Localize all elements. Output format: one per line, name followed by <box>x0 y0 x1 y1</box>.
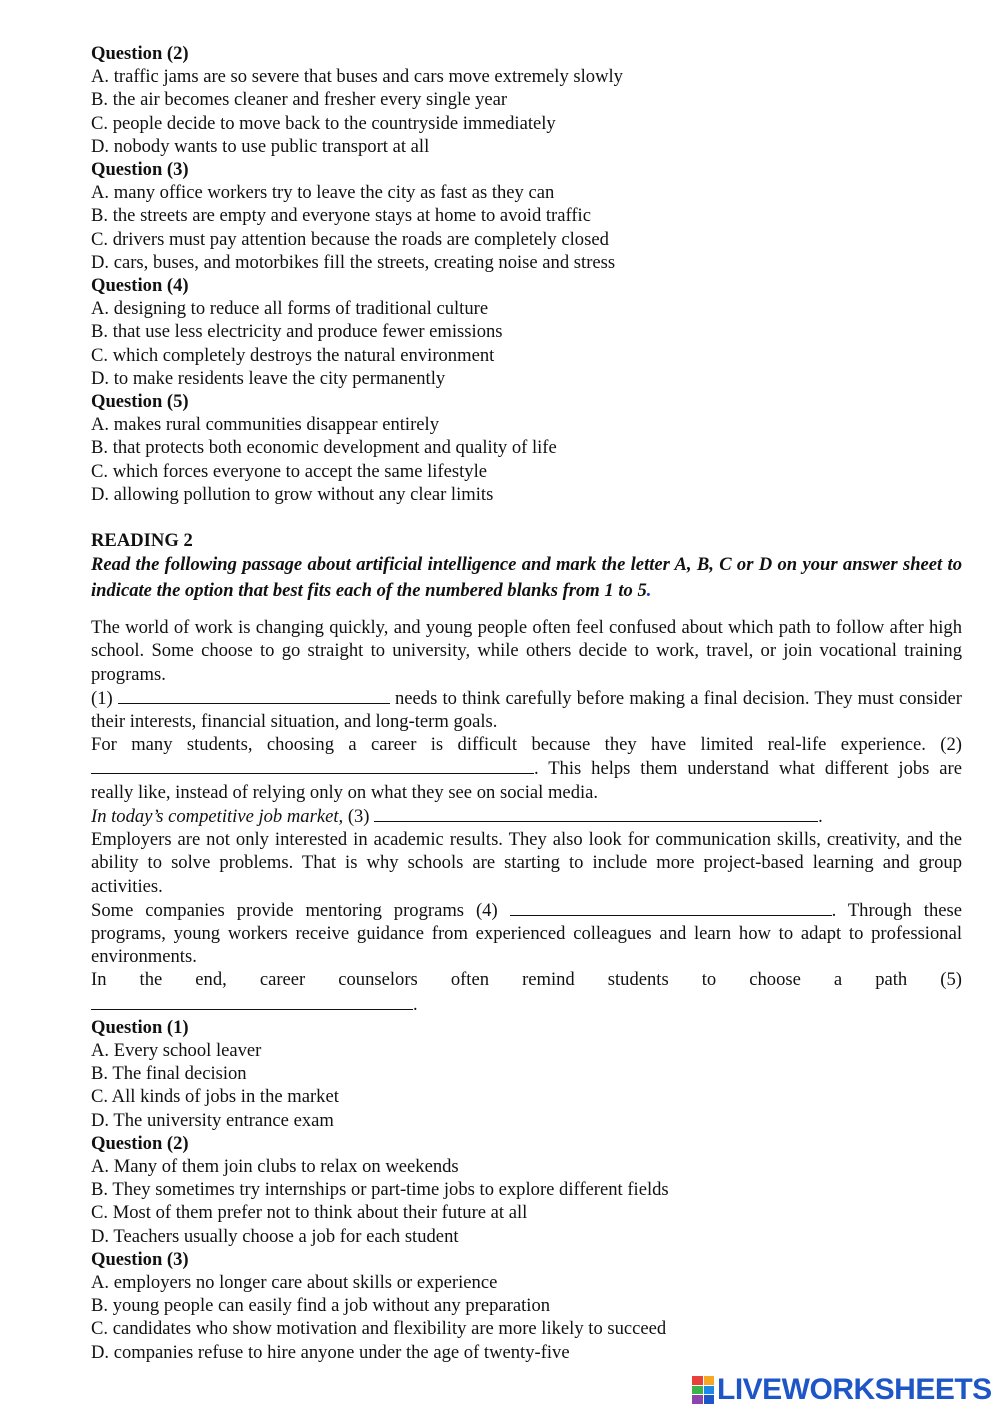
question-block <box>91 390 962 506</box>
passage-word: to <box>701 969 717 991</box>
instruction-period: . <box>646 580 652 602</box>
answer-option[interactable]: A. designing to reduce all forms of traditional culture <box>91 298 489 320</box>
passage-text: . This helps them understand what different jobs are really like, instead of relying only on what they see on social media. <box>91 758 962 803</box>
answer-option[interactable]: A. employers no longer care about skills or experience <box>91 1271 498 1293</box>
answer-option[interactable]: B. the air becomes cleaner and fresher every single year <box>91 89 508 111</box>
blank-4[interactable] <box>510 898 832 916</box>
question-block <box>91 1248 962 1364</box>
logo-square <box>692 1386 703 1395</box>
answer-option[interactable]: D. allowing pollution to grow without any clear limits <box>91 483 494 505</box>
passage-text: needs to think carefully before making a final decision. They must consider their interests, financial situation, and long-term goals. <box>91 687 962 733</box>
passage-paragraph-blank-1 <box>91 686 962 733</box>
answer-option[interactable]: C. which completely destroys the natural environment <box>91 344 495 366</box>
passage-paragraph: Employers are not only interested in academic results. They also look for communication skills, creativity, and the ability to solve problems. That is why schools are starting to include more project-based learning and group activities. <box>91 829 962 897</box>
answer-option[interactable]: C. people decide to move back to the countryside immediately <box>91 112 556 134</box>
passage-word: the <box>139 969 163 991</box>
liveworksheets-logo <box>692 1374 992 1406</box>
answer-option[interactable]: D. nobody wants to use public transport at all <box>91 135 430 157</box>
answer-option[interactable]: C. drivers must pay attention because the roads are completely closed <box>91 228 609 250</box>
logo-square <box>692 1376 703 1385</box>
reading2-questions <box>91 1016 962 1364</box>
passage-paragraph-blank-3 <box>91 804 962 828</box>
answer-option[interactable]: B. that protects both economic development and quality of life <box>91 437 557 459</box>
instruction-text: Read the following passage about artificial intelligence and mark the letter A, B, C or D on your answer sheet to indicate the option that best fits each of the numbered blanks from 1 to 5 <box>91 554 962 602</box>
passage-italic-text: In today’s competitive job market, <box>91 805 344 827</box>
answer-option[interactable]: D. The university entrance exam <box>91 1109 334 1131</box>
answer-option[interactable]: D. cars, buses, and motorbikes fill the streets, creating noise and stress <box>91 251 616 273</box>
answer-option[interactable]: A. makes rural communities disappear entirely <box>91 414 440 436</box>
logo-square <box>704 1395 715 1404</box>
blank-5[interactable] <box>91 992 413 1010</box>
answer-option[interactable]: B. The final decision <box>91 1063 247 1085</box>
passage-word: end, <box>195 969 227 991</box>
question-label: Question (2) <box>91 1132 189 1154</box>
logo-square <box>692 1395 703 1404</box>
reading2-heading: READING 2 <box>91 530 193 552</box>
passage-text: . <box>818 805 823 827</box>
passage-word: a <box>833 969 843 991</box>
question-label: Question (4) <box>91 275 189 297</box>
reading2-instruction <box>91 552 962 604</box>
passage-word: students <box>607 969 669 991</box>
answer-option[interactable]: A. Every school leaver <box>91 1039 262 1061</box>
logo-square <box>704 1386 715 1395</box>
blank-3[interactable] <box>374 804 818 822</box>
passage-paragraph-blank-5 <box>91 968 962 991</box>
logo-text: LIVEWORKSHEETS <box>717 1373 992 1406</box>
reading1-questions <box>91 42 962 506</box>
blank-number: (5) <box>940 969 962 991</box>
question-label: Question (3) <box>91 1248 189 1270</box>
answer-option[interactable]: D. to make residents leave the city permanently <box>91 367 446 389</box>
passage-paragraph-blank-2 <box>91 733 962 804</box>
question-label: Question (2) <box>91 43 189 64</box>
passage-word: path <box>875 969 908 991</box>
answer-option[interactable]: C. All kinds of jobs in the market <box>91 1086 339 1108</box>
passage-word: counselors <box>338 969 418 991</box>
logo-mark-icon <box>692 1376 714 1404</box>
passage-word: remind <box>522 969 575 991</box>
answer-option[interactable]: B. young people can easily find a job without any preparation <box>91 1295 551 1317</box>
blank-number: (1) <box>91 687 113 709</box>
passage-text: . <box>413 993 418 1015</box>
question-block <box>91 1016 962 1132</box>
blank-number: (3) <box>343 805 375 827</box>
question-label: Question (3) <box>91 159 189 181</box>
answer-option[interactable]: D. Teachers usually choose a job for each student <box>91 1225 459 1247</box>
question-block <box>91 1132 962 1248</box>
blank-1[interactable] <box>118 686 390 704</box>
passage-word: In <box>91 969 107 991</box>
passage-text: For many students, choosing a career is difficult because they have limited real-life experience. (2) <box>91 734 962 756</box>
logo-square <box>704 1376 715 1385</box>
blank-2[interactable] <box>91 756 534 774</box>
passage-word: often <box>450 969 490 991</box>
answer-option[interactable]: A. Many of them join clubs to relax on weekends <box>91 1155 459 1177</box>
answer-option[interactable]: C. Most of them prefer not to think about their future at all <box>91 1202 528 1224</box>
question-label: Question (5) <box>91 391 189 413</box>
answer-option[interactable]: A. traffic jams are so severe that buses and cars move extremely slowly <box>91 66 623 88</box>
answer-option[interactable]: C. which forces everyone to accept the same lifestyle <box>91 460 487 482</box>
passage-paragraph-blank-4 <box>91 898 962 969</box>
answer-option[interactable]: C. candidates who show motivation and flexibility are more likely to succeed <box>91 1318 667 1340</box>
worksheet-page <box>91 42 962 1364</box>
passage-text: Some companies provide mentoring programs (4) <box>91 899 510 921</box>
blank-5-line <box>91 992 962 1016</box>
answer-option[interactable]: A. many office workers try to leave the city as fast as they can <box>91 182 555 204</box>
question-label: Question (1) <box>91 1016 189 1038</box>
question-block <box>91 274 962 390</box>
question-block <box>91 42 962 158</box>
passage-paragraph: The world of work is changing quickly, and young people often feel confused about which path to follow after high school. Some choose to go straight to university, while others decide to work, travel, or join vocational training programs. <box>91 617 962 685</box>
answer-option[interactable]: B. the streets are empty and everyone stays at home to avoid traffic <box>91 205 591 227</box>
answer-option[interactable]: D. companies refuse to hire anyone under the age of twenty-five <box>91 1341 570 1363</box>
question-block <box>91 158 962 274</box>
passage-word: career <box>259 969 306 991</box>
passage-text: . Through these programs, young workers receive guidance from experienced colleagues and learn how to adapt to professional environments. <box>91 899 962 968</box>
answer-option[interactable]: B. that use less electricity and produce fewer emissions <box>91 321 503 343</box>
answer-option[interactable]: B. They sometimes try internships or part-time jobs to explore different fields <box>91 1179 669 1201</box>
passage-word: choose <box>749 969 801 991</box>
reading2-passage <box>91 616 962 1015</box>
